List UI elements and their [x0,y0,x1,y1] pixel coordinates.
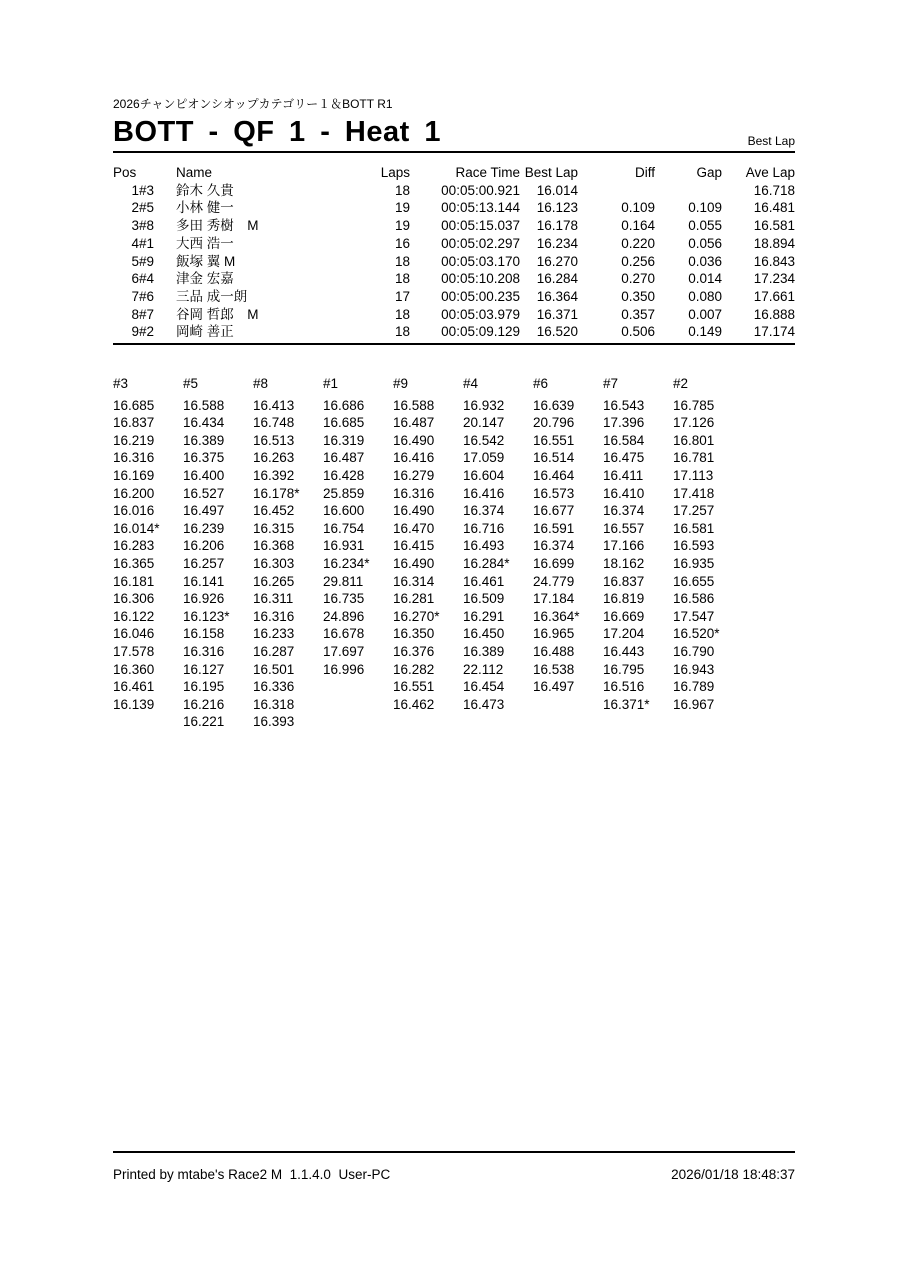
lap-time: 16.837 [113,415,155,431]
lap-time: 16.490 [393,555,435,571]
result-cell-gap: 0.056 [688,235,722,251]
col-header-ave-lap: Ave Lap [745,165,795,180]
lap-time: 16.365 [113,555,155,571]
lap-time: 16.488 [533,643,575,659]
result-cell-ave-lap: 17.661 [753,288,795,304]
lap-time: 16.735 [323,591,365,607]
event-title: 2026チャンピオンシオップカテゴリー１＆BOTT R1 [113,97,393,111]
lap-time: 16.216 [183,696,225,712]
result-cell-laps: 16 [394,235,410,251]
result-cell-laps: 18 [394,324,410,340]
lap-time: 16.389 [183,432,225,448]
result-cell-name: 多田 秀樹 M [176,218,259,234]
result-cell-diff: 0.109 [621,200,655,216]
lap-time: 16.464 [533,468,575,483]
result-cell-pos: 8 [131,306,139,322]
lap-time: 16.265 [253,573,295,589]
result-cell-ave-lap: 17.174 [753,324,795,340]
lap-time: 17.126 [673,415,715,431]
lap-time: 16.350 [393,626,435,642]
lap-time: 16.543 [603,397,645,413]
lap-time: 16.581 [673,520,715,536]
lap-time: 16.413 [253,397,295,413]
lap-time: 16.375 [183,450,225,466]
lap-time: 16.452 [253,503,295,519]
lap-time: 16.016 [113,503,155,519]
lap-time: 16.588 [183,397,225,413]
lap-column-header: #2 [673,376,689,392]
lap-time: 16.520* [673,626,720,642]
lap-time: 16.392 [253,468,295,483]
lap-time: 20.796 [533,415,575,431]
result-cell-num: #3 [139,182,155,198]
footer-datetime: 2026/01/18 18:48:37 [671,1167,795,1182]
lap-time: 16.837 [603,573,645,589]
lap-time: 16.487 [323,450,365,466]
lap-time: 16.371* [603,696,650,712]
lap-time: 16.935 [673,555,715,571]
lap-time: 16.314 [393,573,435,589]
result-cell-diff: 0.350 [621,288,655,304]
lap-time: 16.819 [603,591,645,607]
lap-time: 16.139 [113,696,155,712]
lap-column-header: #5 [183,376,199,392]
col-header-laps: Laps [380,165,410,180]
lap-time: 16.360 [113,661,155,677]
results-row [113,288,795,306]
result-cell-pos: 4 [131,235,139,251]
lap-time: 16.487 [393,415,435,431]
lap-time: 16.374 [603,503,645,519]
lap-time: 16.527 [183,485,225,501]
lap-time: 17.257 [673,503,715,519]
result-cell-gap: 0.080 [688,288,722,304]
lap-column-header: #7 [603,376,619,392]
result-cell-diff: 0.164 [621,218,655,234]
result-cell-ave-lap: 16.481 [753,200,795,216]
lap-column-header: #3 [113,376,129,392]
result-cell-ave-lap: 16.581 [753,218,795,234]
result-cell-laps: 18 [394,253,410,269]
lap-time: 16.497 [533,679,575,695]
lap-time: 16.291 [463,608,505,624]
lap-time: 16.461 [113,679,155,695]
lap-time: 16.586 [673,591,715,607]
lap-time: 16.514 [533,450,575,466]
lap-time: 16.685 [323,415,365,431]
col-header-pos: Pos [113,165,137,180]
result-cell-pos: 5 [131,253,139,269]
lap-time: 16.415 [393,538,435,554]
lap-time: 25.859 [323,485,365,501]
lap-time: 16.410 [603,485,645,501]
result-cell-race-time: 00:05:03.979 [441,306,520,322]
lap-time: 16.584 [603,432,645,448]
results-table [113,164,795,345]
lap-time: 16.685 [113,397,155,413]
result-cell-best-lap: 16.284 [536,271,578,287]
lap-time: 16.443 [603,643,645,659]
lap-time: 16.141 [183,573,225,589]
lap-time: 16.551 [393,679,435,695]
lap-column-5 [183,375,253,731]
lap-time: 16.473 [463,696,505,712]
lap-time: 16.686 [323,397,365,413]
result-cell-ave-lap: 16.888 [753,306,795,322]
result-cell-best-lap: 16.364 [536,288,578,304]
lap-time: 16.315 [253,520,295,536]
lap-time: 16.509 [463,591,505,607]
results-row [113,182,795,200]
result-cell-laps: 17 [394,288,410,304]
lap-time: 16.557 [603,520,645,536]
lap-time: 16.122 [113,608,155,624]
lap-time: 16.588 [393,397,435,413]
lap-time: 16.591 [533,520,575,536]
lap-column-9 [393,375,463,731]
result-cell-name: 三品 成一朗 [176,288,248,304]
lap-time: 17.113 [673,468,714,483]
result-cell-laps: 18 [394,306,410,322]
result-cell-name: 鈴木 久貴 [176,182,234,198]
lap-column-header: #9 [393,376,409,392]
page-title: BOTT - QF 1 - Heat 1 [113,116,441,148]
lap-chart [113,375,795,731]
result-cell-name: 飯塚 翼 M [176,253,236,269]
result-cell-pos: 7 [131,288,139,304]
result-cell-best-lap: 16.270 [536,253,578,269]
lap-time: 16.221 [183,714,225,730]
result-cell-num: #8 [139,218,155,234]
results-row [113,235,795,253]
lap-time: 16.454 [463,679,505,695]
result-cell-name: 大西 浩一 [176,235,234,251]
lap-time: 24.779 [533,573,575,589]
lap-time: 16.200 [113,485,155,501]
lap-time: 16.178* [253,485,300,501]
results-header-row [113,164,795,182]
lap-time: 16.284* [463,555,510,571]
lap-time: 16.158 [183,626,225,642]
lap-time: 16.393 [253,714,295,730]
result-cell-diff: 0.220 [621,235,655,251]
lap-time: 16.195 [183,679,225,695]
result-cell-num: #9 [139,253,155,269]
lap-time: 16.046 [113,626,155,642]
title-row [113,115,795,153]
result-cell-pos: 9 [131,324,139,340]
best-lap-corner-label: Best Lap [747,134,795,148]
lap-time: 16.501 [253,661,295,677]
result-cell-ave-lap: 17.234 [753,271,795,287]
lap-time: 16.364* [533,608,580,624]
lap-time: 16.257 [183,555,225,571]
lap-time: 16.127 [183,661,225,677]
results-row [113,306,795,324]
result-cell-best-lap: 16.520 [536,324,578,340]
lap-time: 16.490 [393,503,435,519]
lap-time: 17.578 [113,643,155,659]
lap-time: 16.497 [183,503,225,519]
result-cell-pos: 1 [131,182,139,198]
lap-column-2 [673,375,743,731]
result-cell-best-lap: 16.234 [536,235,578,251]
lap-column-header: #4 [463,376,479,392]
lap-time: 16.233 [253,626,295,642]
result-cell-race-time: 00:05:09.129 [441,324,520,340]
result-cell-pos: 2 [131,200,139,216]
lap-column-3 [113,375,183,731]
lap-time: 29.811 [323,573,364,589]
result-cell-pos: 3 [131,218,139,234]
lap-time: 16.283 [113,538,155,554]
lap-column-8 [253,375,323,731]
lap-time: 16.475 [603,450,645,466]
lap-time: 16.316 [113,450,155,466]
result-cell-race-time: 00:05:10.208 [441,271,520,287]
lap-column-6 [533,375,603,731]
result-cell-best-lap: 16.178 [536,218,578,234]
lap-time: 16.748 [253,415,295,431]
lap-time: 16.513 [253,432,295,448]
lap-time: 17.204 [603,626,645,642]
lap-time: 16.655 [673,573,715,589]
lap-time: 16.716 [463,520,505,536]
lap-time: 16.123* [183,608,230,624]
lap-time: 16.389 [463,643,505,659]
lap-time: 16.542 [463,432,505,448]
lap-time: 18.162 [603,555,645,571]
col-header-num [139,164,176,182]
lap-time: 16.316 [183,643,225,659]
result-cell-ave-lap: 16.843 [753,253,795,269]
lap-time: 16.943 [673,661,715,677]
lap-time: 16.573 [533,485,575,501]
lap-time: 16.279 [393,468,435,483]
lap-time: 16.789 [673,679,715,695]
col-header-name: Name [176,165,213,180]
lap-time: 17.166 [603,538,645,554]
lap-column-7 [603,375,673,731]
lap-time: 16.593 [673,538,715,554]
lap-time: 16.926 [183,591,225,607]
lap-time: 16.319 [323,432,365,448]
result-cell-diff: 0.256 [621,253,655,269]
result-cell-name: 小林 健一 [176,200,234,216]
result-cell-name: 谷岡 哲郎 M [176,306,259,322]
lap-time: 16.639 [533,397,575,413]
result-cell-name: 岡崎 善正 [176,324,234,340]
lap-time: 16.336 [253,679,295,695]
lap-time: 16.428 [323,468,365,483]
result-cell-race-time: 00:05:13.144 [441,200,520,216]
lap-time: 16.281 [393,591,435,607]
lap-time: 16.516 [603,679,645,695]
lap-time: 16.996 [323,661,365,677]
result-cell-num: #7 [139,306,155,322]
lap-time: 17.059 [463,450,505,466]
footer [113,1151,795,1182]
lap-time: 16.699 [533,555,575,571]
col-header-gap: Gap [696,165,722,180]
lap-column-4 [463,375,533,731]
lap-time: 16.374 [463,503,505,519]
lap-time: 16.411 [603,468,644,483]
lap-time: 16.374 [533,538,575,554]
result-cell-diff [578,182,655,200]
result-cell-race-time: 00:05:02.297 [441,235,520,251]
lap-time: 16.754 [323,520,365,536]
result-cell-laps: 18 [394,271,410,287]
result-cell-gap [655,182,722,200]
lap-time: 16.316 [393,485,435,501]
lap-column-1 [323,375,393,731]
lap-time: 16.239 [183,520,225,536]
lap-time: 16.181 [113,573,155,589]
lap-time: 16.434 [183,415,225,431]
lap-time: 16.604 [463,468,505,483]
lap-time: 16.493 [463,538,505,554]
result-cell-gap: 0.014 [688,271,722,287]
lap-time: 16.669 [603,608,645,624]
result-cell-diff: 0.270 [621,271,655,287]
result-cell-name: 津金 宏嘉 [176,271,234,287]
result-cell-best-lap: 16.123 [536,200,578,216]
lap-time: 16.795 [603,661,645,677]
lap-column-header: #6 [533,376,549,392]
result-cell-pos: 6 [131,271,139,287]
lap-time: 16.551 [533,432,575,448]
col-header-diff: Diff [634,165,655,180]
result-cell-gap: 0.036 [688,253,722,269]
lap-time: 16.014* [113,520,160,536]
result-cell-gap: 0.149 [688,324,722,340]
lap-time: 16.169 [113,468,155,483]
result-cell-num: #6 [139,288,155,304]
lap-time: 16.932 [463,397,505,413]
result-cell-diff: 0.506 [621,324,655,340]
lap-time: 17.396 [603,415,645,431]
lap-time: 16.376 [393,643,435,659]
lap-time: 16.600 [323,503,365,519]
lap-time: 16.967 [673,696,715,712]
results-row [113,253,795,271]
lap-time: 17.697 [323,643,365,659]
result-cell-race-time: 00:05:00.921 [441,182,520,198]
lap-column-header: #1 [323,376,339,392]
lap-time: 16.206 [183,538,225,554]
results-row [113,199,795,217]
footer-printed-by: Printed by mtabe's Race2 M 1.1.4.0 User-PC [113,1167,391,1182]
lap-time: 16.461 [463,573,505,589]
lap-time: 16.538 [533,661,575,677]
col-header-best-lap: Best Lap [524,165,578,180]
result-cell-best-lap: 16.371 [536,306,578,322]
lap-time: 17.547 [673,608,715,624]
lap-time: 16.234* [323,555,370,571]
lap-time: 16.490 [393,432,435,448]
col-header-race-time: Race Time [455,165,520,180]
result-cell-diff: 0.357 [621,306,655,322]
results-row [113,270,795,288]
lap-time: 16.965 [533,626,575,642]
lap-time: 16.790 [673,643,715,659]
result-cell-num: #4 [139,271,155,287]
lap-time: 20.147 [463,415,505,431]
lap-time: 17.184 [533,591,575,607]
lap-time: 16.470 [393,520,435,536]
result-cell-laps: 19 [394,218,410,234]
lap-time: 16.785 [673,397,715,413]
lap-time: 16.462 [393,696,435,712]
lap-time: 16.282 [393,661,435,677]
lap-time: 16.287 [253,643,295,659]
lap-time: 16.931 [323,538,365,554]
lap-time: 16.318 [253,696,295,712]
result-cell-laps: 18 [394,182,410,198]
result-cell-gap: 0.007 [688,306,722,322]
lap-time: 16.368 [253,538,295,554]
lap-time: 16.400 [183,468,225,483]
lap-time: 16.316 [253,608,295,624]
result-cell-gap: 0.109 [688,200,722,216]
result-cell-num: #5 [139,200,155,216]
lap-column-header: #8 [253,376,269,392]
lap-time: 16.678 [323,626,365,642]
lap-time: 16.270* [393,608,440,624]
result-cell-ave-lap: 18.894 [753,235,795,251]
lap-time: 16.219 [113,432,155,448]
result-cell-ave-lap: 16.718 [753,182,795,198]
lap-time: 16.416 [463,485,505,501]
lap-time: 16.263 [253,450,295,466]
result-cell-gap: 0.055 [688,218,722,234]
result-cell-laps: 19 [394,200,410,216]
lap-time: 24.896 [323,608,365,624]
lap-time: 16.416 [393,450,435,466]
lap-time: 16.303 [253,555,295,571]
lap-time: 16.311 [253,591,294,607]
lap-time: 16.781 [673,450,715,466]
result-cell-num: #2 [139,324,155,340]
lap-time: 17.418 [673,485,715,501]
results-row [113,217,795,235]
results-row [113,323,795,344]
lap-time: 16.677 [533,503,575,519]
lap-time: 16.450 [463,626,505,642]
lap-time: 22.112 [463,661,504,677]
result-cell-race-time: 00:05:00.235 [441,288,520,304]
lap-time: 16.306 [113,591,155,607]
lap-time: 16.801 [673,432,715,448]
result-cell-best-lap: 16.014 [536,182,578,198]
result-cell-race-time: 00:05:15.037 [441,218,520,234]
result-cell-num: #1 [139,235,155,251]
result-cell-race-time: 00:05:03.170 [441,253,520,269]
